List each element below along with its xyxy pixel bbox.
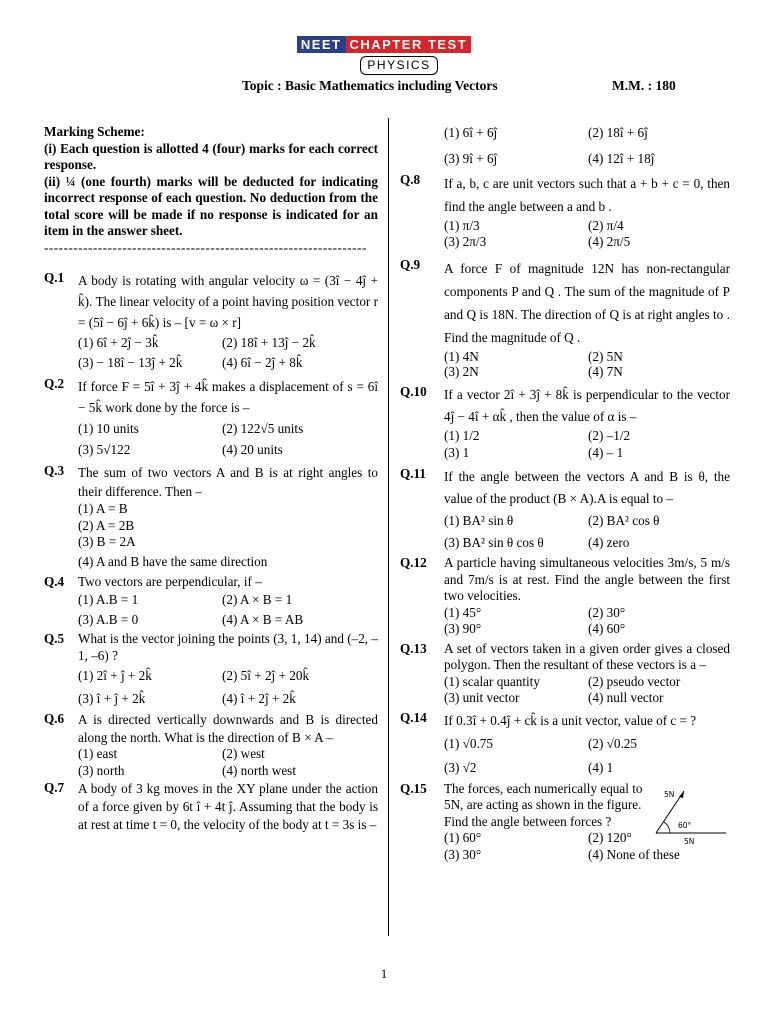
option-1: (1) scalar quantity	[444, 673, 540, 689]
left-column	[44, 124, 378, 835]
option-3: (3) 90°	[444, 621, 482, 636]
options	[444, 674, 730, 707]
option-4: (4) None of these	[588, 846, 680, 862]
question-6	[44, 711, 378, 779]
question-stem: If a vector 2î + 3ĵ + 8k̂ is perpendicular to the vector 4ĵ − 4î + αk̂ , then the value of α is –	[444, 387, 730, 424]
option-4: (4) 20 units	[222, 442, 283, 457]
question-number: Q.11	[400, 466, 427, 481]
question-5	[44, 631, 378, 710]
question-number: Q.13	[400, 640, 427, 656]
scheme-separator: ------------------------------------------------------------------	[44, 239, 367, 255]
question-stem: A is directed vertically downwards and B is directed along the north. What is the direction of B × A –	[78, 712, 378, 745]
option-2: (2) west	[222, 746, 265, 761]
scheme-line-1: (i) Each question is allotted 4 (four) marks for each correct response.	[44, 140, 378, 172]
question-number: Q.15	[400, 780, 427, 796]
question-number: Q.7	[44, 780, 65, 795]
question-number: Q.8	[400, 172, 421, 187]
fig-label-top: 5N	[664, 789, 675, 799]
question-stem: If force F = 5î + 3ĵ + 4k̂ makes a displacement of s = 6î − 5k̂ work done by the force is –	[78, 379, 378, 415]
option-4: (4) null vector	[588, 690, 664, 705]
option-2: (2) 120°	[588, 830, 632, 845]
question-number: Q.1	[44, 270, 65, 285]
options	[78, 746, 378, 779]
option-4: (4) – 1	[588, 444, 624, 460]
option-2: (2) 122√5 units	[222, 421, 304, 436]
question-stem: What is the vector joining the points (3, 1, 14) and (–2, –1, –6) ?	[78, 631, 378, 663]
question-stem: The sum of two vectors A and B is at right angles to their difference. Then –	[78, 465, 378, 499]
question-11	[400, 466, 730, 554]
question-number: Q.9	[400, 257, 421, 272]
option-2: (2) A × B = 1	[222, 592, 293, 607]
option-4: (4) A × B = AB	[222, 612, 304, 627]
question-1	[44, 270, 378, 373]
question-2	[44, 376, 378, 460]
options	[444, 349, 730, 379]
forces-figure	[648, 785, 728, 847]
option-1: (1) A.B = 1	[78, 592, 139, 607]
options	[78, 664, 378, 710]
question-13	[400, 641, 730, 707]
option-1: (1) BA² sin θ	[444, 513, 514, 528]
question-14	[400, 710, 730, 780]
option-2: (2) –1/2	[588, 428, 631, 443]
question-number: Q.14	[400, 709, 427, 725]
subject-badge: PHYSICS	[360, 56, 438, 75]
option-3: (3) 9î + 6ĵ	[444, 151, 498, 166]
options	[444, 428, 730, 461]
option-2: (2) BA² cos θ	[588, 513, 660, 528]
scheme-line-2: (ii) ¼ (one fourth) marks will be deducted for indicating incorrect response of each question. No deduction from the total score will be made if no response is indicated for an item in the answer sheet.	[44, 173, 378, 238]
option-1: (1) 60°	[444, 830, 482, 845]
option-3: (3) B = 2A	[78, 534, 136, 549]
option-1: (1) π/3	[444, 218, 480, 233]
option-1: (1) east	[78, 746, 118, 761]
neet-chapter-test-logo	[297, 36, 471, 53]
scheme-title: Marking Scheme:	[44, 124, 145, 139]
question-stem: If 0.3î + 0.4ĵ + ck̂ is a unit vector, value of c = ?	[444, 712, 697, 728]
option-1: (1) 1/2	[444, 428, 480, 443]
question-number: Q.12	[400, 555, 427, 570]
fig-label-bottom: 5N	[684, 836, 695, 846]
option-2: (2) pseudo vector	[588, 673, 681, 689]
right-column	[400, 120, 730, 864]
question-9	[400, 257, 730, 379]
option-3: (3) north	[78, 762, 125, 778]
option-3: (3) √2	[444, 759, 477, 775]
option-3: (3) − 18î − 13ĵ + 2k̂	[78, 355, 183, 370]
logo-chapter-test: CHAPTER TEST	[346, 36, 472, 53]
question-4	[44, 574, 378, 631]
option-2: (2) 30°	[588, 604, 626, 620]
option-4: (4) north west	[222, 762, 296, 778]
option-1: (1) 10 units	[78, 421, 139, 436]
option-2: (2) 18î + 13ĵ − 2k̂	[222, 335, 316, 350]
question-stem: If the angle between the vectors A and B is θ, the value of the product (B × A).A is equal to –	[444, 469, 730, 506]
question-number: Q.4	[44, 573, 65, 589]
option-4: (4) 7N	[588, 364, 623, 379]
option-4: (4) A and B have the same direction	[78, 553, 268, 569]
options	[78, 590, 378, 630]
question-number: Q.6	[44, 711, 65, 726]
question-7	[44, 780, 378, 834]
option-1: (1) 45°	[444, 604, 482, 620]
option-3: (3) A.B = 0	[78, 612, 139, 627]
fig-angle-label: 60°	[678, 820, 692, 830]
option-3: (3) 30°	[444, 846, 482, 862]
option-3: (3) 2π/3	[444, 234, 487, 249]
question-number: Q.5	[44, 631, 65, 646]
option-3: (3) 5√122	[78, 442, 131, 457]
option-4: (4) 2π/5	[588, 234, 631, 249]
marking-scheme	[44, 124, 378, 256]
option-2: (2) A = 2B	[78, 517, 135, 533]
question-number: Q.10	[400, 384, 427, 399]
option-4: (4) 60°	[588, 621, 626, 636]
option-1: (1) 6î + 6ĵ	[444, 125, 498, 140]
option-3: (3) 1	[444, 444, 470, 460]
topic-title: Topic : Basic Mathematics including Vectors	[242, 78, 498, 93]
option-2: (2) 5î + 2ĵ + 20k̂	[222, 668, 310, 683]
option-1: (1) 2î + ĵ + 2k̂	[78, 668, 152, 683]
question-10	[400, 384, 730, 461]
option-4: (4) î + 2ĵ + 2k̂	[222, 691, 296, 706]
question-stem: A body of 3 kg moves in the XY plane under the action of a force given by 6t î + 4t ĵ. Assuming that the body is at rest at time t = 0, the velocity of the body at t = 3s is –	[78, 781, 378, 832]
question-stem: A body is rotating with angular velocity ω = (3î − 4ĵ + k̂). The linear velocity of a point having position vector r = (5î − 6ĵ + 6k̂) is – [v = ω × r]	[78, 273, 378, 330]
max-marks: M.M. : 180	[612, 78, 676, 93]
options	[444, 605, 730, 638]
page-number: 1	[380, 966, 388, 981]
question-12	[400, 555, 730, 638]
option-3: (3) BA² sin θ cos θ	[444, 535, 544, 550]
question-stem: Two vectors are perpendicular, if –	[78, 573, 262, 589]
option-3: (3) î + ĵ + 2k̂	[78, 691, 146, 706]
option-4: (4) 6î − 2ĵ + 8k̂	[222, 355, 303, 370]
options	[444, 732, 730, 780]
logo-neet: NEET	[297, 36, 346, 53]
option-1: (1) A = B	[78, 501, 128, 516]
angle-arc	[664, 822, 670, 833]
options	[444, 510, 730, 554]
column-divider	[388, 118, 389, 936]
question-stem: A force F of magnitude 12N has non-rectangular components P and Q . The sum of the magnitude of P and Q is 18N. The direction of Q is at right angles to . Find the magnitude of Q .	[444, 261, 730, 345]
question-stem: The forces, each numerically equal to 5N, are acting as shown in the figure. Find the angle between forces ?	[444, 780, 643, 829]
option-2: (2) 18î + 6ĵ	[588, 125, 648, 140]
question-number: Q.3	[44, 463, 65, 478]
option-4: (4) 12î + 18ĵ	[588, 151, 655, 166]
option-3: (3) 2N	[444, 364, 479, 379]
option-3: (3) unit vector	[444, 690, 520, 705]
option-2: (2) 5N	[588, 349, 623, 364]
question-8	[400, 172, 730, 250]
arrow-head	[679, 791, 684, 798]
option-4: (4) 1	[588, 759, 614, 775]
option-1: (1) 4N	[444, 349, 479, 364]
options	[444, 218, 730, 250]
option-4: (4) zero	[588, 535, 630, 550]
question-stem: A set of vectors taken in a given order gives a closed polygon. Then the resultant of these vectors is a –	[444, 640, 730, 672]
question-15	[400, 781, 730, 864]
options	[78, 418, 378, 460]
question-stem: If a, b, c are unit vectors such that a + b + c = 0, then find the angle between a and b .	[444, 176, 730, 214]
option-2: (2) π/4	[588, 218, 624, 233]
q7-options	[400, 120, 730, 172]
header	[0, 36, 768, 53]
question-3	[44, 463, 378, 573]
option-2: (2) √0.25	[588, 735, 637, 751]
option-1: (1) 6î + 2ĵ − 3k̂	[78, 335, 159, 350]
options	[78, 333, 378, 373]
question-number: Q.2	[44, 376, 65, 391]
question-stem: A particle having simultaneous velocities 3m/s, 5 m/s and 7m/s is at rest. Find the angle between the first two velocities.	[444, 555, 730, 603]
option-1: (1) √0.75	[444, 735, 493, 751]
